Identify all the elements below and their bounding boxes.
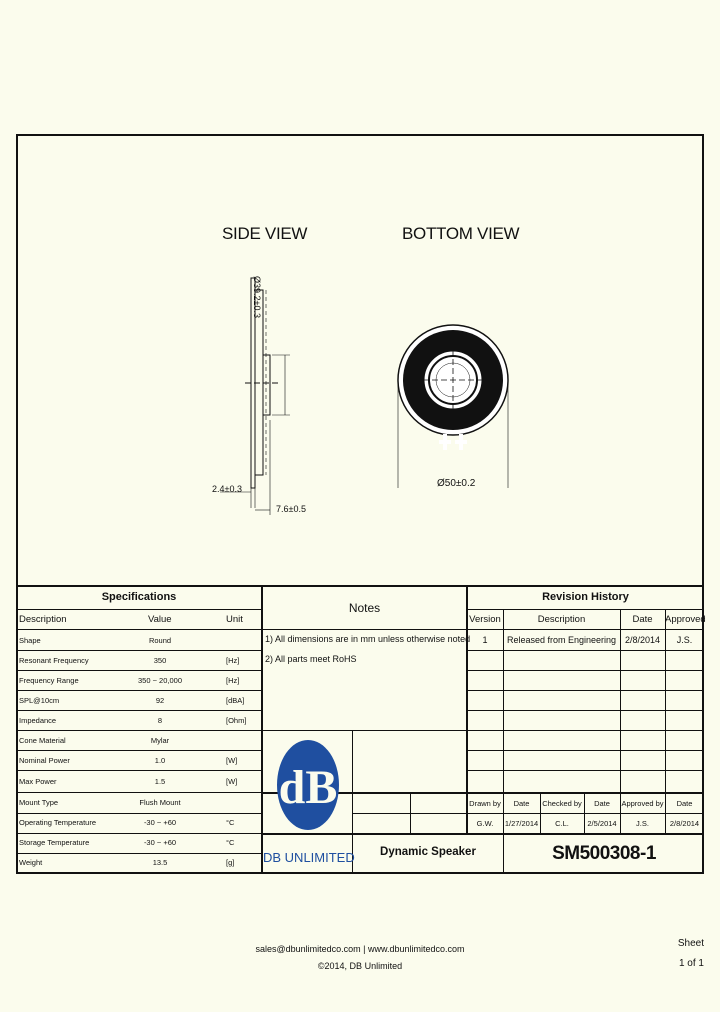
date-label: Date — [594, 799, 610, 808]
rev-approved: J.S. — [676, 635, 693, 645]
spec-row-value: 350 — [153, 656, 167, 665]
rev-description: Released from Engineering — [506, 635, 617, 645]
drawing-frame — [16, 134, 704, 874]
contact-info: sales@dbunlimitedco.com | www.dbunlimitedco.com — [255, 944, 465, 954]
rev-header-date: Date — [632, 614, 653, 625]
spec-row-value: 1.0 — [154, 756, 166, 765]
spec-row-value: Round — [148, 636, 172, 645]
spec-row-label: SPL@10cm — [19, 696, 60, 705]
sheet-number: 1 of 1 — [678, 958, 704, 969]
note-item: 2) All parts meet RoHS — [265, 654, 357, 664]
depth-dimension: 7.6±0.5 — [276, 504, 306, 514]
spec-row-value: 1.5 — [154, 777, 166, 786]
date-value: 2/5/2014 — [587, 819, 617, 828]
spec-row-unit: [W] — [226, 777, 238, 786]
spec-row-label: Mount Type — [19, 798, 59, 807]
spec-row-label: Impedance — [19, 716, 57, 725]
spec-row-value: Mylar — [150, 736, 170, 745]
checked-by-value: C.L. — [555, 819, 569, 828]
approved-by-label: Approved by — [621, 799, 664, 808]
date-label: Date — [513, 799, 530, 808]
sheet-label: Sheet — [677, 938, 704, 949]
revision-history-title: Revision History — [542, 591, 629, 603]
date-value: 2/8/2014 — [669, 819, 700, 828]
spec-row-value: 92 — [155, 696, 165, 705]
spec-row-label: Weight — [19, 858, 43, 867]
spec-row-unit: [g] — [226, 858, 235, 867]
spec-row-unit: °C — [226, 838, 235, 847]
checked-by-label: Checked by — [542, 799, 582, 808]
bottom-view-drawing — [395, 288, 515, 488]
spec-row-unit: °C — [226, 818, 235, 827]
logo-wordmark: DB UNLIMITED — [263, 850, 355, 865]
diameter-dimension: Ø50±0.2 — [437, 478, 476, 489]
spec-row-label: Cone Material — [19, 736, 66, 745]
spec-row-value: -30 ~ +60 — [143, 818, 177, 827]
spec-row-label: Nominal Power — [19, 756, 70, 765]
spec-row-label: Operating Temperature — [19, 818, 96, 827]
spec-row-unit: [Hz] — [226, 656, 240, 665]
drawn-by-label: Drawn by — [469, 799, 501, 808]
rev-header-version: Version — [469, 614, 501, 625]
rev-version: 1 — [482, 635, 488, 645]
spec-row-unit: [W] — [226, 756, 238, 765]
bottom-view-title: BOTTOM VIEW — [402, 224, 520, 243]
side-view-title: SIDE VIEW — [222, 224, 308, 243]
date-value: 1/27/2014 — [504, 819, 539, 828]
height-dimension: Ø39.2±0.3 — [252, 276, 262, 318]
copyright: ©2014, DB Unlimited — [317, 961, 403, 971]
db-unlimited-logo — [272, 735, 344, 845]
spec-row-value: 350 ~ 20,000 — [137, 676, 182, 685]
spec-row-unit: [Hz] — [226, 676, 240, 685]
drawn-by-value: G.W. — [476, 819, 494, 828]
thickness-dimension: 2.4±0.3 — [212, 484, 242, 494]
spec-row-label: Storage Temperature — [19, 838, 90, 847]
notes-title: Notes — [348, 601, 381, 615]
spec-row-value: Flush Mount — [139, 798, 181, 807]
spec-row-value: 13.5 — [152, 858, 168, 867]
rev-header-approved: Approved — [665, 614, 706, 625]
rev-date: 2/8/2014 — [624, 635, 661, 645]
spec-row-value: 8 — [157, 716, 163, 725]
date-label: Date — [676, 799, 693, 808]
spec-header-description: Description — [19, 614, 67, 625]
specifications-title: Specifications — [101, 591, 177, 603]
spec-row-value: -30 ~ +60 — [143, 838, 177, 847]
note-item: 1) All dimensions are in mm unless otherwise noted — [265, 634, 471, 644]
spec-row-label: Shape — [19, 636, 41, 645]
spec-row-label: Frequency Range — [19, 676, 79, 685]
rev-header-description: Description — [537, 614, 586, 625]
spec-row-label: Resonant Frequency — [19, 656, 89, 665]
magnet-profile — [263, 355, 270, 415]
terminal-icon — [439, 434, 467, 450]
spec-header-unit: Unit — [226, 614, 243, 625]
svg-text:dB: dB — [278, 761, 338, 814]
approved-by-value: J.S. — [636, 819, 649, 828]
spec-row-label: Max Power — [19, 777, 57, 786]
part-number: SM500308-1 — [552, 843, 656, 864]
product-name: Dynamic Speaker — [380, 846, 476, 858]
spec-row-unit: [Ohm] — [226, 716, 247, 725]
spec-row-unit: [dBA] — [226, 696, 245, 705]
spec-header-value: Value — [148, 614, 172, 625]
